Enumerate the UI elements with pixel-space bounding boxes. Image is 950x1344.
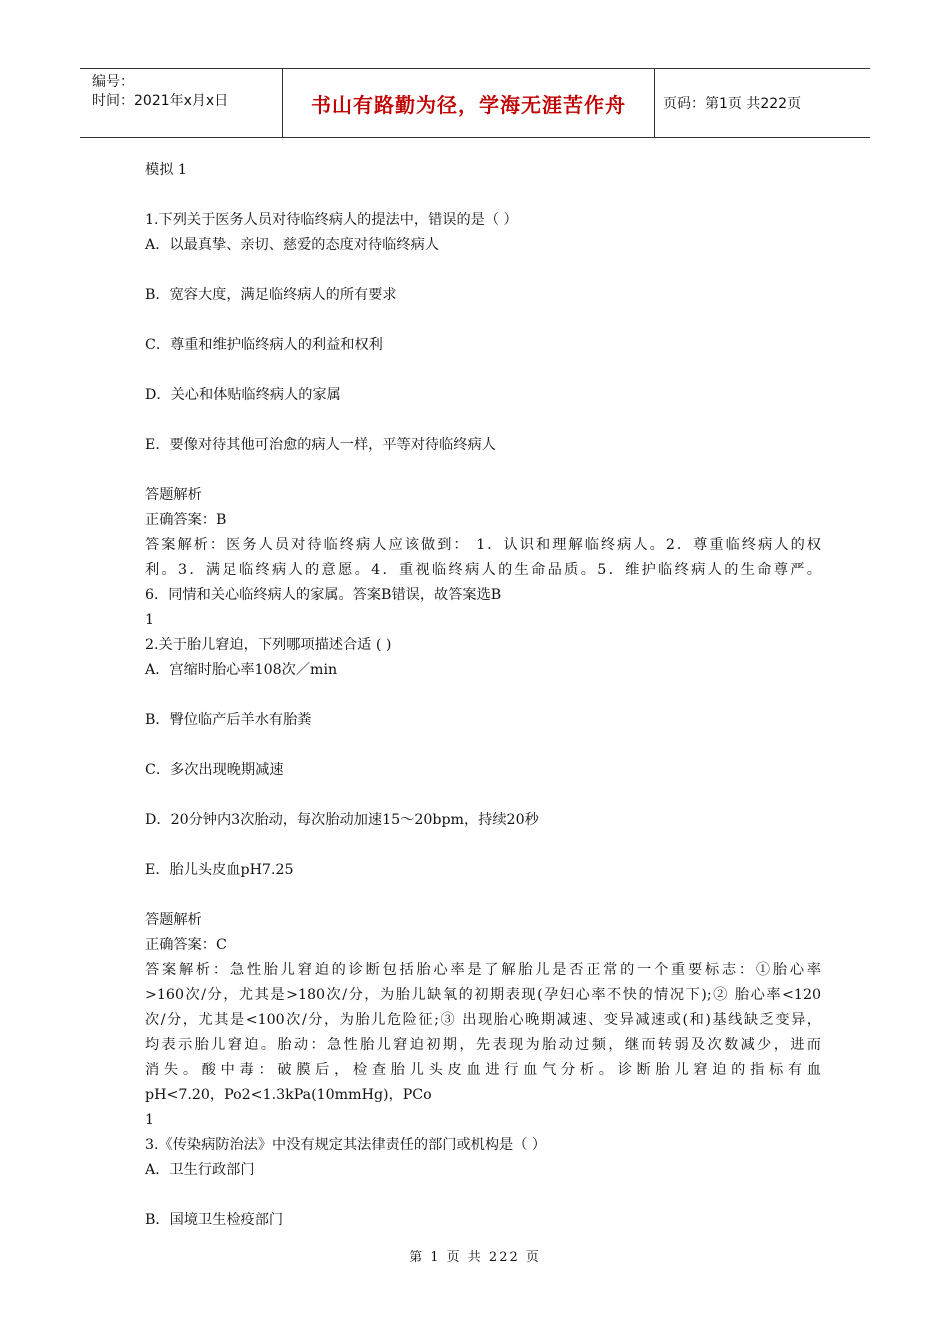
option-b: B．国境卫生检疫部门 <box>145 1212 284 1228</box>
option-c: C．尊重和维护临终病人的利益和权利 <box>145 337 383 353</box>
explanation-line: 次/分，尤其是<100次/分，为胎儿危险征;③ 出现胎心晚期减速、变异减速或(和)基线缺乏变异， <box>145 1012 821 1028</box>
page-footer: 第 1 页 共 222 页 <box>409 1250 541 1265</box>
analysis-title: 答题解析 <box>145 912 202 928</box>
correct-answer: 正确答案：C <box>145 937 227 953</box>
question-stem: 3.《传染病防治法》中没有规定其法律责任的部门或机构是（ ） <box>145 1137 547 1153</box>
document-body <box>145 158 821 1233</box>
option-a: A．卫生行政部门 <box>145 1162 255 1178</box>
header-page-cell <box>655 69 870 137</box>
question-stem: 2.关于胎儿窘迫，下列哪项描述合适 ( ) <box>145 637 392 653</box>
time-label: 时间：2021年x月x日 <box>92 93 229 109</box>
option-c: C．多次出现晚期减速 <box>145 762 284 778</box>
option-e: E．胎儿头皮血pH7.25 <box>145 862 294 878</box>
correct-answer: 正确答案：B <box>145 512 227 528</box>
option-e: E．要像对待其他可治愈的病人一样，平等对待临终病人 <box>145 437 496 453</box>
option-a: A．宫缩时胎心率108次／min <box>145 662 338 678</box>
option-d: D．20分钟内3次胎动，每次胎动加速15～20bpm，持续20秒 <box>145 812 539 828</box>
explanation-line: 均表示胎儿窘迫。胎动：急性胎儿窘迫初期，先表现为胎动过频，继而转弱及次数减少，进而 <box>145 1037 821 1053</box>
option-b: B．臀位临产后羊水有胎粪 <box>145 712 312 728</box>
explanation-line: 6．同情和关心临终病人的家属。答案B错误，故答案选B <box>145 587 502 603</box>
page-label: 页码：第1页 共222页 <box>663 96 802 112</box>
document-header <box>80 68 870 138</box>
explanation-line: >160次/分，尤其是>180次/分，为胎儿缺氧的初期表现(孕妇心率不快的情况下);② 胎心率<120 <box>145 987 821 1003</box>
option-a: A．以最真挚、亲切、慈爱的态度对待临终病人 <box>145 237 439 253</box>
question-marker: 1 <box>145 1112 155 1128</box>
motto: 书山有路勤为径，学海无涯苦作舟 <box>311 92 626 117</box>
header-motto-cell <box>282 69 655 137</box>
explanation-line: 消失。酸中毒：破膜后，检查胎儿头皮血进行血气分析。诊断胎儿窘迫的指标有血 <box>145 1062 821 1078</box>
header-meta <box>80 69 282 137</box>
option-b: B．宽容大度，满足临终病人的所有要求 <box>145 287 397 303</box>
number-label: 编号： <box>92 74 134 90</box>
explanation-line: 答案解析：急性胎儿窘迫的诊断包括胎心率是了解胎儿是否正常的一个重要标志：①胎心率 <box>145 962 821 978</box>
explanation-line: 利。3．满足临终病人的意愿。4．重视临终病人的生命品质。5．维护临终病人的生命尊严。 <box>145 562 821 578</box>
option-d: D．关心和体贴临终病人的家属 <box>145 387 341 403</box>
explanation-line: pH<7.20，Po2<1.3kPa(10mmHg)，PCo <box>145 1087 432 1103</box>
question-marker: 1 <box>145 612 155 628</box>
analysis-title: 答题解析 <box>145 487 202 503</box>
section-title: 模拟 1 <box>145 162 187 178</box>
explanation-line: 答案解析：医务人员对待临终病人应该做到： 1．认识和理解临终病人。2．尊重临终病人的权 <box>145 537 821 553</box>
question-stem: 1.下列关于医务人员对待临终病人的提法中，错误的是（ ） <box>145 212 518 228</box>
